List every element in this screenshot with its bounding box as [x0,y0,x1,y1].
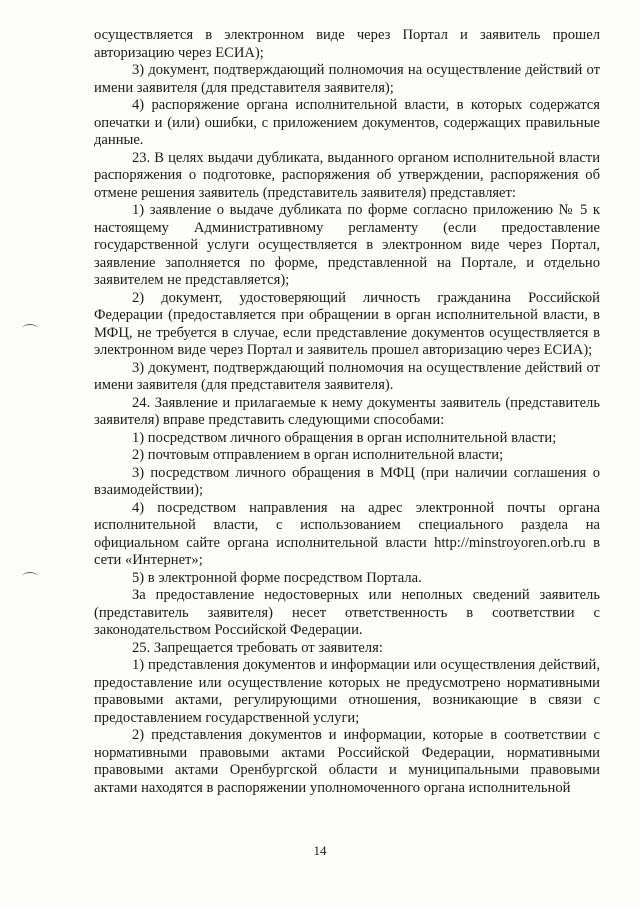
paragraph: 3) документ, подтверждающий полномочия на осуществление действий от имени заявителя (для представителя заявителя). [94,359,600,393]
paragraph: осуществляется в электронном виде через Портал и заявитель прошел авторизацию через ЕСИА); [94,27,600,61]
margin-mark [22,324,38,333]
paragraph: 5) в электронной форме посредством Портала. [132,569,422,586]
paragraph: 1) заявление о выдаче дубликата по форме согласно приложению № 5 к настоящему Административному регламенту (если предоставление государственной услуги осуществляется в электронном виде через Портал, заявление заполняется по форме, представленной на Портале, и отдельно заявителем не представляется); [94,202,600,288]
paragraph: 23. В целях выдачи дубликата, выданного органом исполнительной власти распоряжения о подготовке, распоряжения об утверждении, распоряжения об отмене решения заявитель (представитель заявителя) представляет: [94,149,600,201]
paragraph: 3) документ, подтверждающий полномочия на осуществление действий от имени заявителя (для представителя заявителя); [94,62,600,96]
paragraph: 24. Заявление и прилагаемые к нему документы заявитель (представитель заявителя) вправе представить следующими способами: [94,394,600,428]
paragraph: 1) представления документов и информации или осуществления действий, предоставление или осуществление которых не предусмотрено нормативными правовыми актами, регулирующими отношения, возникающие в связи с предоставлением государственной услуги; [94,657,600,726]
paragraph: 3) посредством личного обращения в МФЦ (при наличии соглашения о взаимодействии); [94,464,600,498]
margin-mark [22,572,38,581]
paragraph: 1) посредством личного обращения в орган исполнительной власти; [132,429,557,446]
paragraph: 2) представления документов и информации, которые в соответствии с нормативными правовыми актами Российской Федерации, нормативными правовыми актами Оренбургской области и муниципальными правовыми актами находятся в распоряжении уполномоченного органа исполнительной [94,727,600,796]
paragraph: 2) документ, удостоверяющий личность гражданина Российской Федерации (предоставляется при обращении в орган исполнительной власти, в МФЦ, не требуется в случае, если представление документов осуществляется в электронном виде через Портал и заявитель прошел авторизацию через ЕСИА); [94,289,600,358]
paragraph: 4) посредством направления на адрес электронной почты органа исполнительной власти, с использованием специального раздела на официальном сайте органа исполнительной власти http://minstroyoren.orb.ru в сети «Интернет»; [94,499,600,568]
paragraph: 4) распоряжение органа исполнительной власти, в которых содержатся опечатки и (или) ошибки, с приложением документов, содержащих правильные данные. [94,97,600,148]
document-body [94,27,600,797]
paragraph: За предоставление недостоверных или неполных сведений заявитель (представитель заявителя) несет ответственность в соответствии с законодательством Российской Федерации. [94,587,600,638]
paragraph: 25. Запрещается требовать от заявителя: [132,639,383,656]
page-number: 14 [313,843,327,858]
paragraph: 2) почтовым отправлением в орган исполнительной власти; [132,447,504,463]
